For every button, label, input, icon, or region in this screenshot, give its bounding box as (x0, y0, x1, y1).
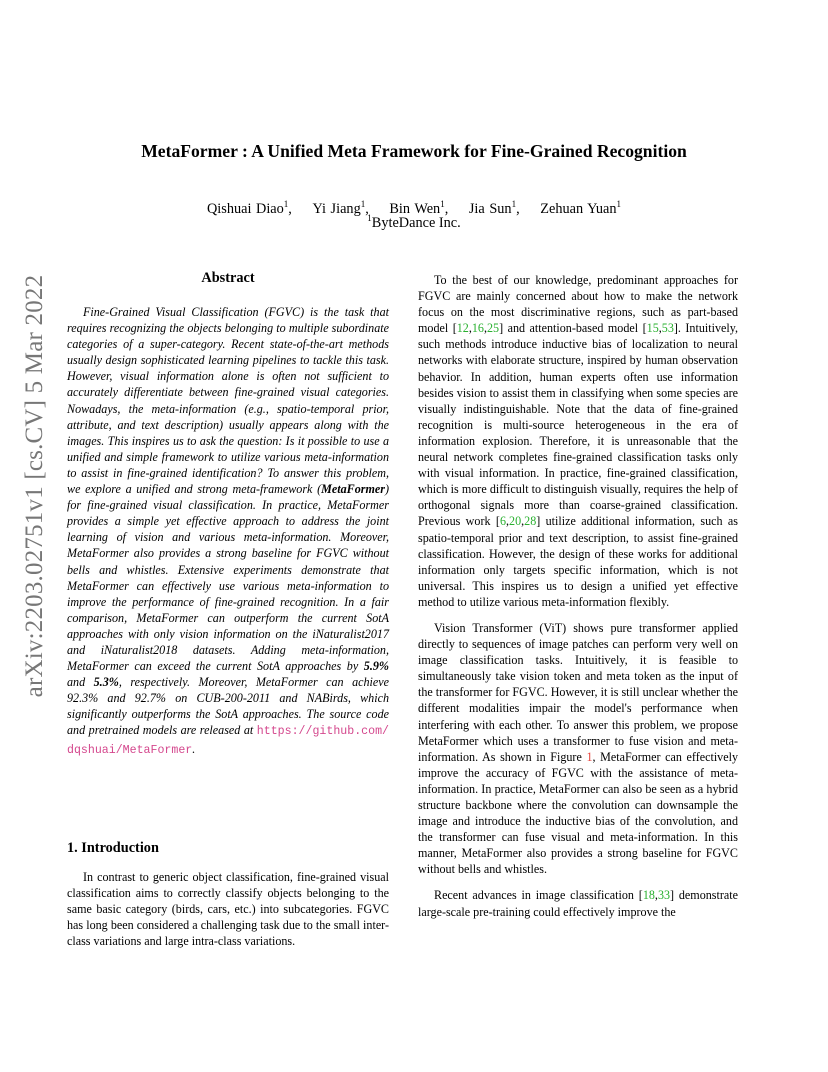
citation-link[interactable]: 20 (509, 514, 522, 529)
arxiv-id: arXiv:2203.02751v1 [cs.CV] 5 Mar 2022 (21, 274, 48, 698)
citation-link[interactable]: 6 (499, 514, 506, 529)
metaformer-name: MetaFormer (321, 482, 385, 497)
author: Jia Sun$^1$, (468, 199, 520, 217)
intro-paragraph: In contrast to generic object classification, fine-grained visual classification aims to correctly classify objects belonging to the same basic category (birds, cars, etc.) into subcategories. FGVC has long been considered a challenging task due to the small inter-class variations and large intra-class variations. (67, 870, 389, 949)
figure-ref-link[interactable]: 1 (586, 749, 593, 764)
abstract-heading: Abstract (201, 270, 255, 286)
body-paragraph: To the best of our knowledge, predominant approaches for FGVC are mainly concerned about how to make the network focus on the most discriminative regions, such as part-based model [12,16,25] and attention-based model [15,53]. Intuitively, such methods introduce inductive bias of localization to neural networks with elaborate structure, inspired by human observation behavior. In addition, human experts often use information besides vision to assist them in classifying when some species are visually indistinguishable. Note that the data of fine-grained recognition is multi-source heterogeneous in the era of information explosion. Therefore, it is unreasonable that the neural network completes fine-grained classification tasks only with visual information. In practice, fine-grained classification, which is more difficult to distinguish visually, requires the help of orthogonal signals more than coarse-grained classification. Previous work [6,20,28] utilize additional information, such as spatio-temporal prior and text description, to assist fine-grained classification. However, the design of these works for additional information only targets specific information, which is not universal. This inspires us to design a unified yet effective method to utilize various meta-information flexibly. (418, 273, 739, 609)
author: Qishuai Diao$^1$, (206, 199, 292, 217)
citation-link[interactable]: 16 (471, 321, 484, 336)
right-column (418, 272, 738, 930)
code-link[interactable]: https://github.com/ dqshuai/MetaFormer (67, 725, 389, 757)
body-paragraph: Recent advances in image classification [18,33] demonstrate large-scale pre-training could effectively improve the (418, 888, 738, 919)
arxiv-sidebar-stamp (21, 274, 48, 698)
paper-title: MetaFormer : A Unified Meta Framework for Fine-Grained Recognition (141, 141, 687, 161)
citation-link[interactable]: 12 (456, 321, 469, 336)
body-paragraph: Vision Transformer (ViT) shows pure transformer applied directly to sequences of image patches can perform very well on image classification tasks. Intuitively, it is feasible to simultaneously take vision token and meta token as the input of the transformer for FGVC. However, it is still unclear whether the different modalities impair the model's performance when interfering with each other. To answer this problem, we propose MetaFormer which uses a transformer to fuse vision and meta-information. As shown in Figure 1, MetaFormer can effectively improve the accuracy of FGVC with the assistance of meta-information. In practice, MetaFormer can also be seen as a hybrid structure backbone where the convolution can downsample the image and introduce the inductive bias of the convolution, and the transformer can fuse visual and meta-information. In this manner, MetaFormer also provides a strong baseline for FGVC without bells and whistles. (418, 620, 739, 877)
citation-link[interactable]: 25 (487, 321, 500, 336)
author: Yi Jiang$^1$, (312, 199, 369, 217)
citation-link[interactable]: 53 (661, 321, 674, 336)
citation-link[interactable]: 15 (646, 321, 659, 336)
citation-link[interactable]: 18 (642, 888, 655, 903)
citation-link[interactable]: 33 (657, 888, 671, 903)
author: Zehuan Yuan$^1$ (540, 199, 622, 217)
affiliation: $^1$ByteDance Inc. (367, 213, 461, 231)
citation-link[interactable]: 28 (524, 514, 537, 529)
abstract-text: Fine-Grained Visual Classification (FGVC) is the task that requires recognizing the objects belonging to multiple subordinate categories of a super-category. Recent state-of-the-art methods usually design sophisticated learning pipelines to tackle this task. However, visual information alone is often not sufficient to accurately differentiate between fine-grained visual categories. Nowadays, the meta-information (e.g., spatio-temporal prior, attribute, and text description) usually appears along with the images. This inspires us to ask the question: Is it possible to use a unified and simple framework to utilize various meta-information to assist in fine-grained identification? To answer this problem, we explore a unified and strong meta-framework (MetaFormer) for fine-grained visual classification. In practice, MetaFormer provides a simple yet effective approach to address the joint learning of vision and various meta-information. Moreover, MetaFormer also provides a strong baseline for FGVC without bells and whistles. Extensive experiments demonstrate that MetaFormer can effectively use various meta-information to improve the performance of fine-grained recognition. In a fair comparison, MetaFormer can outperform the current SotA approaches with only vision information on the iNaturalist2017 and iNaturalist2018 datasets. Adding meta-information, MetaFormer can exceed the current SotA approaches by 5.9% and 5.3%, respectively. Moreover, MetaFormer can achieve 92.3% and 92.7% on CUB-200-2011 and NABirds, which significantly outperforms the SotA approaches. The source code and pretrained models are released at https://github.com/ dqshuai/MetaFormer. (67, 305, 389, 757)
section-heading-introduction: 1. Introduction (67, 840, 159, 856)
author: Bin Wen$^1$, (389, 199, 449, 217)
